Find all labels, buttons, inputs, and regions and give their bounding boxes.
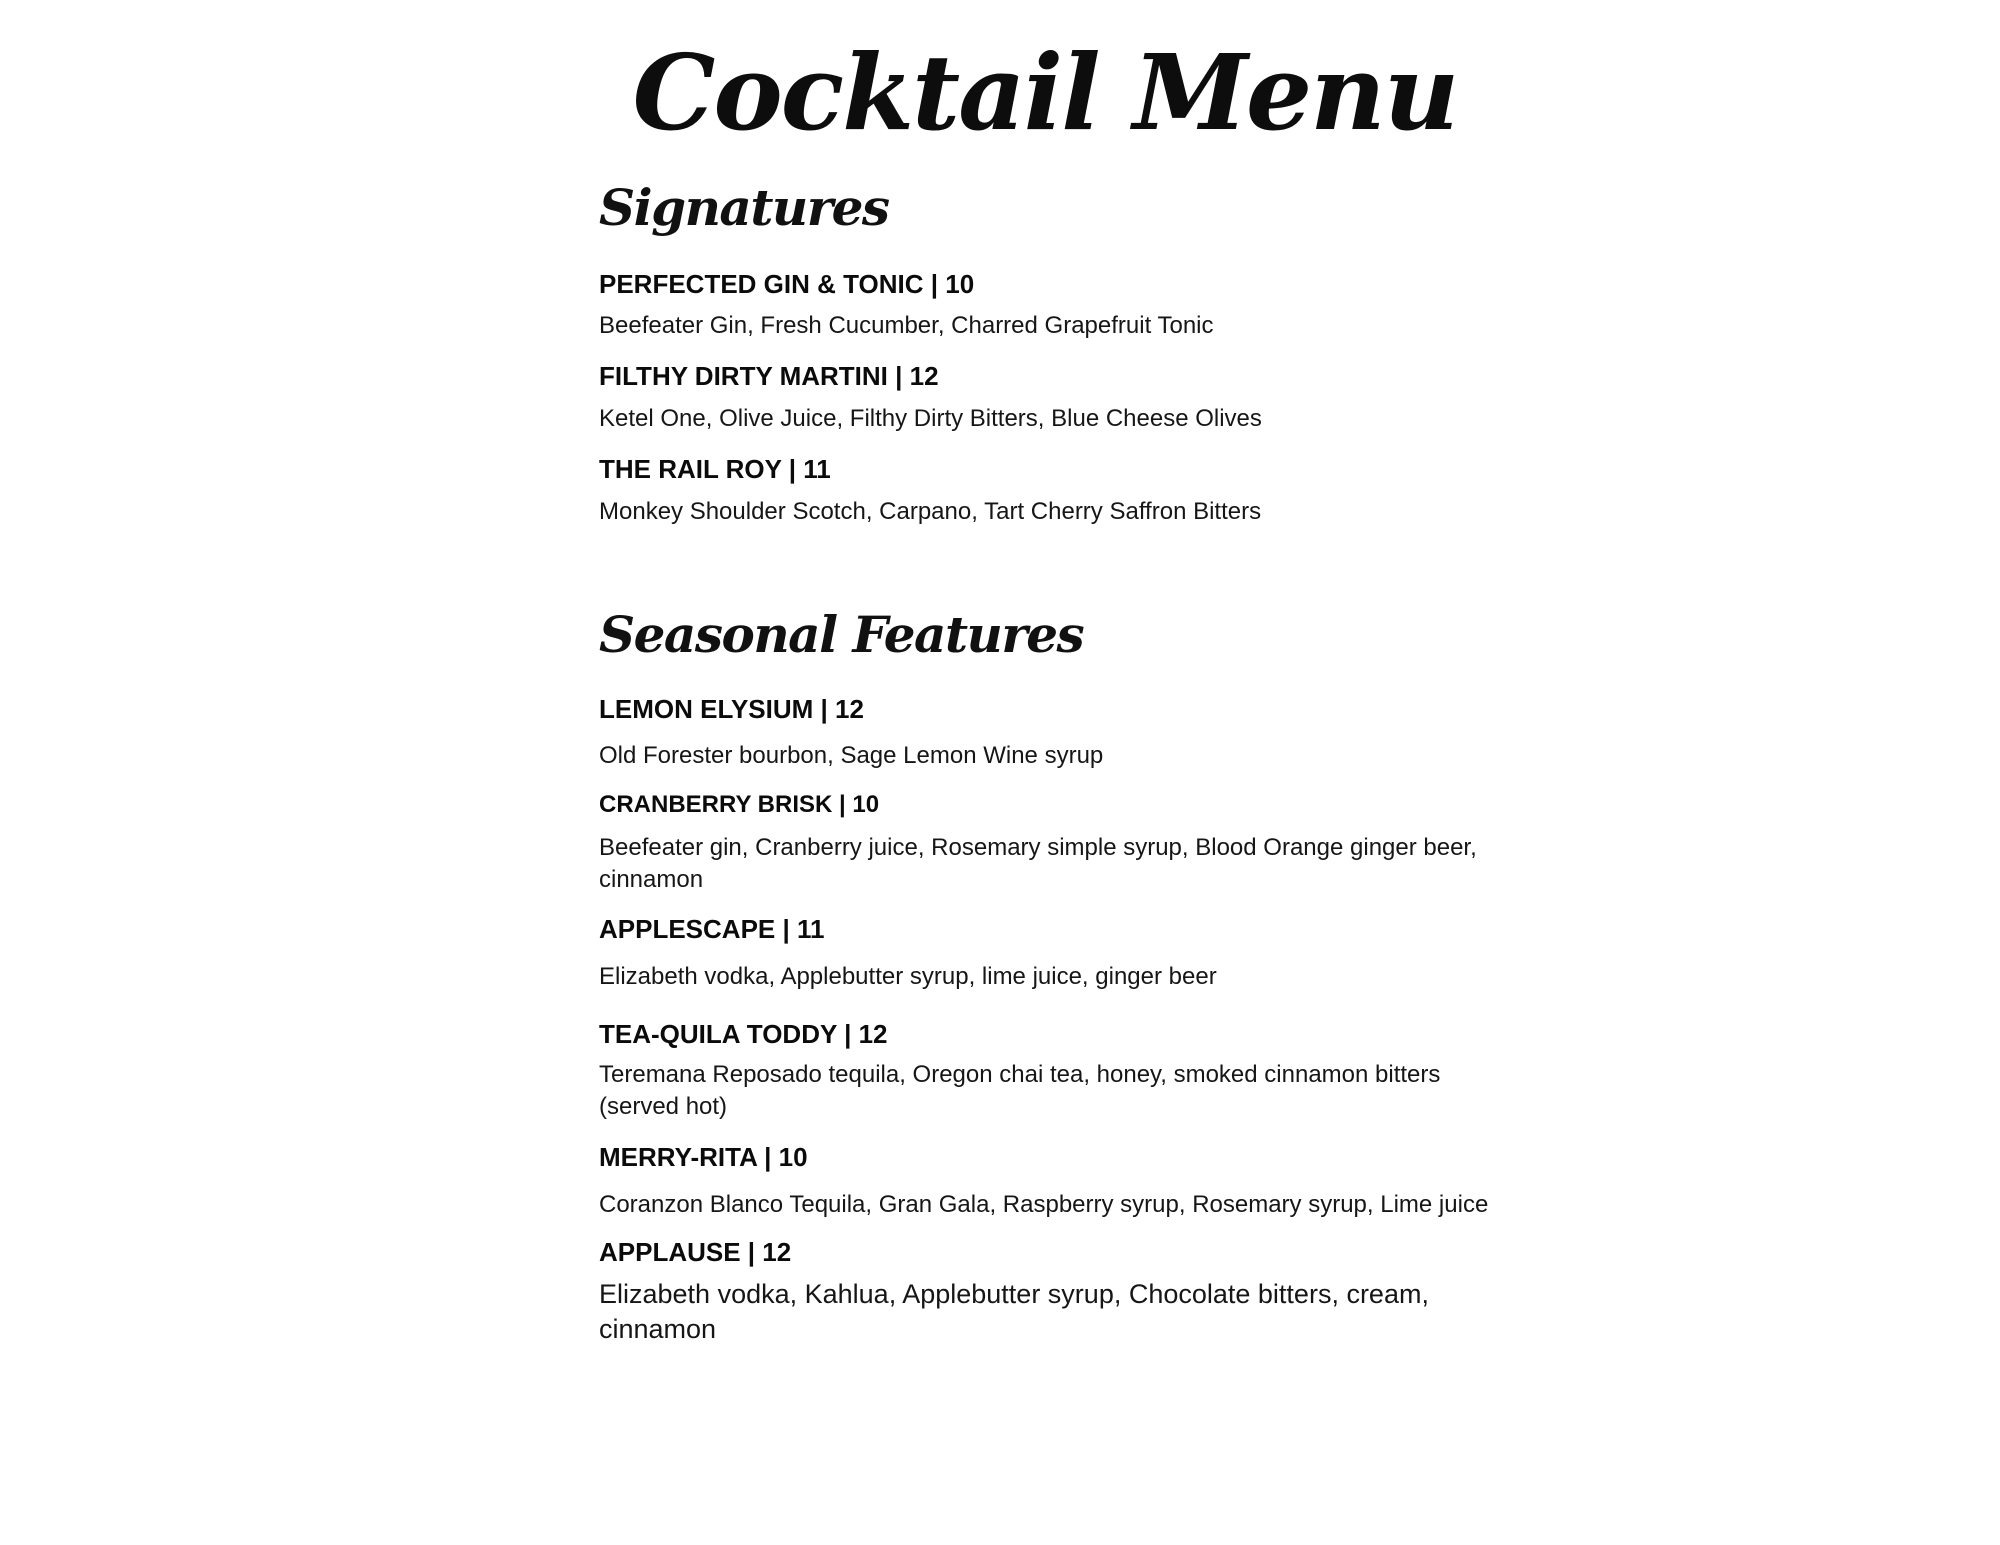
menu-title: Cocktail Menu: [632, 31, 1458, 154]
menu-item-description: Elizabeth vodka, Applebutter syrup, lime juice, ginger beer: [599, 963, 1217, 990]
menu-item-name: CRANBERRY BRISK | 10: [599, 791, 880, 818]
menu-item-description: Old Forester bourbon, Sage Lemon Wine syrup: [599, 742, 1104, 769]
menu-item-name: MERRY-RITA | 10: [599, 1142, 808, 1172]
menu-item-description: Elizabeth vodka, Kahlua, Applebutter syrup, Chocolate bitters, cream, cinnamon: [599, 1279, 1429, 1344]
menu-item-name: TEA-QUILA TODDY | 12: [599, 1019, 888, 1049]
menu-item-name: APPLAUSE | 12: [599, 1237, 792, 1267]
menu-item-description: Monkey Shoulder Scotch, Carpano, Tart Cherry Saffron Bitters: [599, 498, 1262, 525]
menu-item-description: Coranzon Blanco Tequila, Gran Gala, Raspberry syrup, Rosemary syrup, Lime juice: [599, 1191, 1489, 1218]
menu-item-description: Beefeater Gin, Fresh Cucumber, Charred Grapefruit Tonic: [599, 312, 1214, 339]
menu-item-name: LEMON ELYSIUM | 12: [599, 694, 864, 724]
menu-item-description: Beefeater gin, Cranberry juice, Rosemary simple syrup, Blood Orange ginger beer, cinnamon: [599, 834, 1477, 893]
section-heading-seasonal-features: Seasonal Features: [599, 605, 1084, 664]
section-heading-signatures: Signatures: [599, 178, 889, 237]
menu-item-description: Teremana Reposado tequila, Oregon chai tea, honey, smoked cinnamon bitters (served hot): [599, 1061, 1441, 1120]
menu-item-name: PERFECTED GIN & TONIC | 10: [599, 269, 975, 299]
menu-item-name: FILTHY DIRTY MARTINI | 12: [599, 361, 939, 391]
menu-item-description: Ketel One, Olive Juice, Filthy Dirty Bitters, Blue Cheese Olives: [599, 405, 1262, 432]
menu-item-name: APPLESCAPE | 11: [599, 914, 825, 944]
menu-item-name: THE RAIL ROY | 11: [599, 454, 831, 484]
